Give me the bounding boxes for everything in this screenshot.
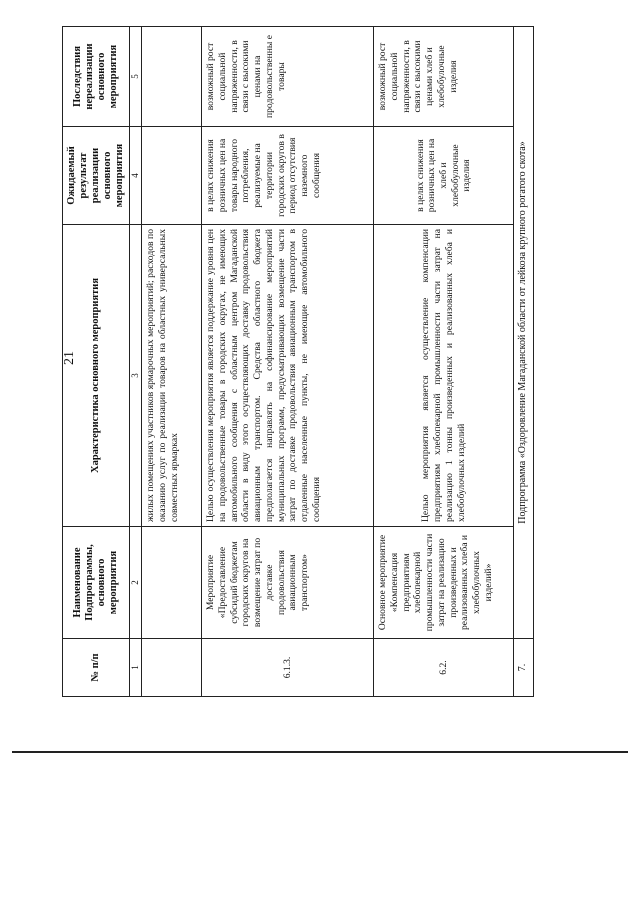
horizontal-rule bbox=[12, 751, 628, 753]
table-row bbox=[202, 27, 374, 697]
page-number: 21 bbox=[62, 351, 77, 365]
col-number: 3 bbox=[130, 225, 142, 527]
row-num: 6.1.3. bbox=[202, 639, 374, 697]
row-name bbox=[142, 527, 202, 639]
row-description: Целью осуществления мероприятия является поддержание уровня цен на продовольственные товары в городских округах, не имеющих автомобильного сообщения с областным центром Магаданской области в виду этого осуществляющих доставку продовольствия авиационным транспортом. Средства областного бюджета предполагается направлять на софинансирование мероприятий муниципальных программ, предусматривающих возмещение части затрат по доставке продовольствия авиационным транспортом в отдаленные населенные пункты, не имеющие автомобильного сообщения bbox=[202, 225, 374, 527]
row-num: 6.2. bbox=[374, 639, 514, 697]
measures-table bbox=[62, 26, 534, 697]
row-name: Мероприятие «Предоставление субсидий бюджетам городских округов на возмещение затрат по доставке продовольствия авиационным транспортом» bbox=[202, 527, 374, 639]
col-number: 1 bbox=[130, 639, 142, 697]
rotated-table-block bbox=[62, 27, 529, 697]
row-result: в целях снижения розничных цен на товары народного потребления, реализуемые на территории городских округов в период отсутствия наземного сообщения bbox=[202, 127, 374, 225]
row-consequence bbox=[142, 27, 202, 127]
header-consequence: Последствия нереализации основного мероприятия bbox=[63, 27, 130, 127]
table-row bbox=[142, 27, 202, 697]
header-description: Характеристика основного мероприятия bbox=[63, 225, 130, 527]
col-number: 5 bbox=[130, 27, 142, 127]
col-number: 2 bbox=[130, 527, 142, 639]
row-result: в целях снижения розничных цен на хлеб и хлебобулочные изделия bbox=[374, 127, 514, 225]
row-description: Целью мероприятия является осуществление компенсации предприятиям хлебопекарной промышленности части затрат на реализацию 1 тонны произведенных и реализованных хлеба и хлебобулочных изделий bbox=[374, 225, 514, 527]
col-number: 4 bbox=[130, 127, 142, 225]
subprogram-num: 7. bbox=[514, 639, 533, 697]
table-row bbox=[374, 27, 514, 697]
header-result: Ожидаемый результат реализации основного мероприятия bbox=[63, 127, 130, 225]
row-result bbox=[142, 127, 202, 225]
row-name: Основное мероприятие «Компенсация предприятиям хлебопекарной промышленности части затрат на реализацию произведенных и реализованных хлеба и хлебобулочных изделий» bbox=[374, 527, 514, 639]
row-consequence: возможный рост социальной напряженности, в связи с высокими ценами на продовольственны е товары bbox=[202, 27, 374, 127]
header-name: Наименование Подпрограммы, основного мероприятия bbox=[63, 527, 130, 639]
subprogram-title: Подпрограмма «Оздоровление Магаданской области от лейкоза крупного рогатого скота» bbox=[514, 27, 533, 639]
header-num: № п/п bbox=[63, 639, 130, 697]
row-num bbox=[142, 639, 202, 697]
subprogram-row bbox=[514, 27, 533, 697]
row-description: жилых помещениях участников ярмарочных мероприятий; расходов по оказанию услуг по реализации товаров на областных универсальных совместных ярмарках bbox=[142, 225, 202, 527]
row-consequence: возможный рост социальной напряженности, в связи с высокими ценами хлеб и хлебобулочные изделия bbox=[374, 27, 514, 127]
